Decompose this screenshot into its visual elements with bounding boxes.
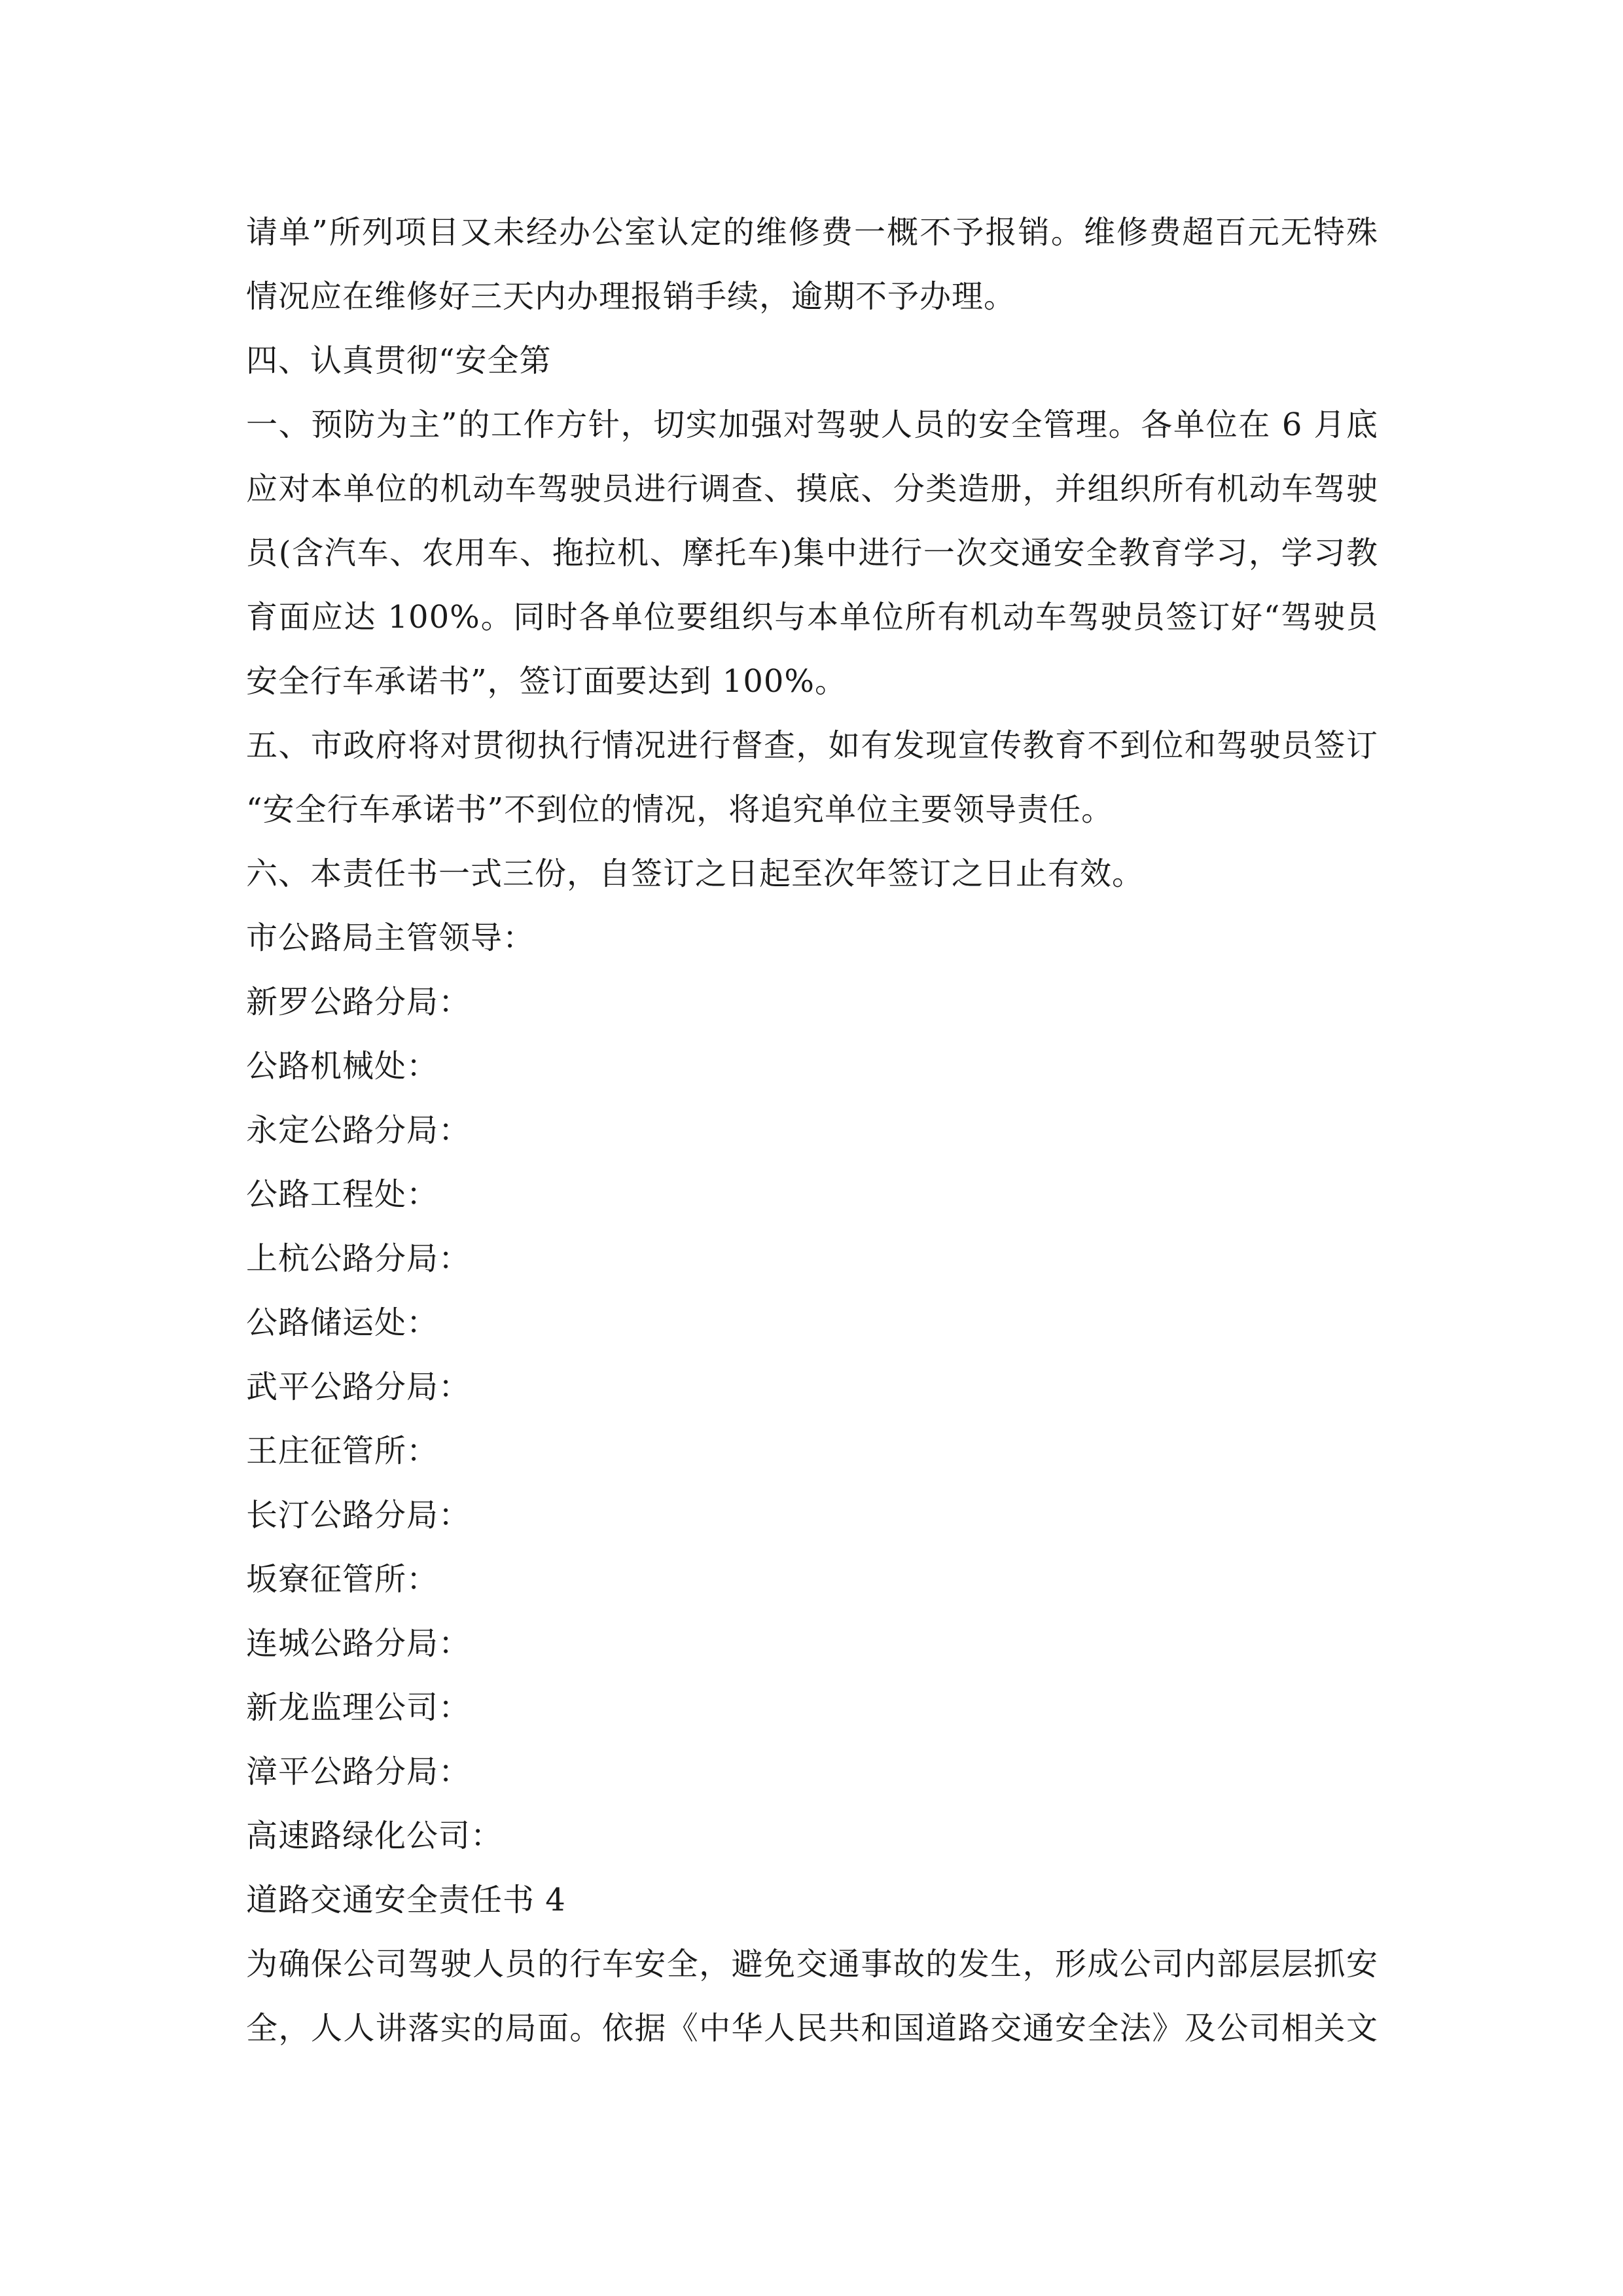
signatory-line: 漳平公路分局： — [246, 1753, 471, 1790]
paragraph-line: “安全行车承诺书”不到位的情况，将追究单位主要领导责任。 — [246, 791, 1114, 828]
signatory-line: 新龙监理公司： — [246, 1689, 471, 1726]
paragraph-line: 员(含汽车、农用车、拖拉机、摩托车)集中进行一次交通安全教育学习，学习教 — [246, 535, 1378, 571]
section-title: 道路交通安全责任书 4 — [246, 1882, 566, 1918]
paragraph-line: 全，人人讲落实的局面。依据《中华人民共和国道路交通安全法》及公司相关文 — [246, 2010, 1378, 2047]
signatory-line: 坂寮征管所： — [246, 1561, 439, 1598]
paragraph-line: 请单”所列项目又未经办公室认定的维修费一概不予报销。维修费超百元无特殊 — [246, 214, 1378, 251]
signatory-line: 市公路局主管领导： — [246, 920, 535, 956]
signatory-line: 高速路绿化公司： — [246, 1818, 503, 1854]
paragraph-line: 一、预防为主”的工作方针，切实加强对驾驶人员的安全管理。各单位在 6 月底 — [246, 406, 1378, 443]
signatory-line: 公路工程处： — [246, 1176, 439, 1213]
paragraph-line: 情况应在维修好三天内办理报销手续，逾期不予办理。 — [246, 278, 1016, 315]
paragraph-line: 六、本责任书一式三份，自签订之日起至次年签订之日止有效。 — [246, 855, 1145, 892]
signatory-line: 新罗公路分局： — [246, 984, 471, 1020]
signatory-line: 公路机械处： — [246, 1048, 439, 1085]
signatory-line: 上杭公路分局： — [246, 1240, 471, 1277]
signatory-line: 武平公路分局： — [246, 1369, 471, 1405]
paragraph-line: 安全行车承诺书”，签订面要达到 100%。 — [246, 663, 847, 700]
signatory-line: 永定公路分局： — [246, 1112, 471, 1149]
paragraph-line: 应对本单位的机动车驾驶员进行调查、摸底、分类造册，并组织所有机动车驾驶 — [246, 471, 1378, 507]
signatory-line: 王庄征管所： — [246, 1433, 439, 1469]
document-body — [246, 200, 1378, 2060]
paragraph-line: 五、市政府将对贯彻执行情况进行督查，如有发现宣传教育不到位和驾驶员签订 — [246, 727, 1378, 764]
section-heading-line: 四、认真贯彻“安全第 — [246, 342, 552, 379]
signatory-line: 长汀公路分局： — [246, 1497, 471, 1534]
paragraph-line: 为确保公司驾驶人员的行车安全，避免交通事故的发生，形成公司内部层层抓安 — [246, 1946, 1378, 1982]
paragraph-line: 育面应达 100%。同时各单位要组织与本单位所有机动车驾驶员签订好“驾驶员 — [246, 599, 1378, 636]
signatory-line: 公路储运处： — [246, 1304, 439, 1341]
signatory-line: 连城公路分局： — [246, 1625, 471, 1662]
